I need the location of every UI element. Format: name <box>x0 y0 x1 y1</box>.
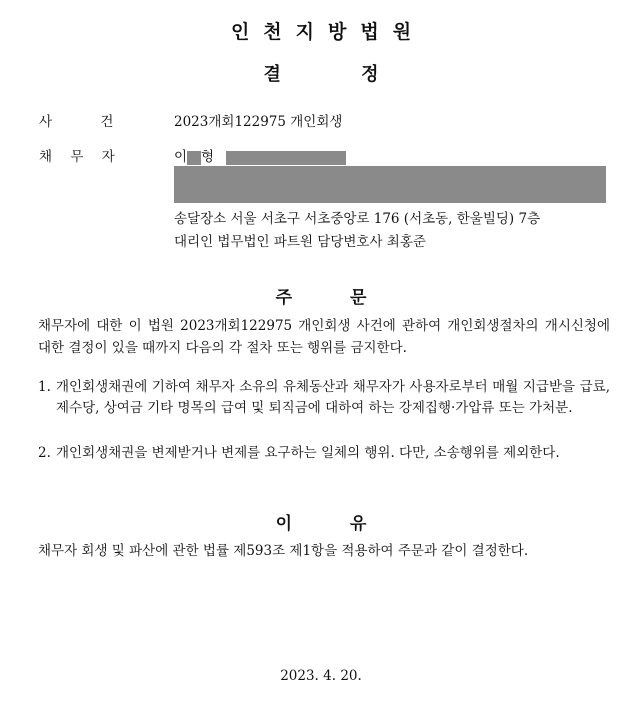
reason-text: 채무자 회생 및 파산에 관한 법률 제593조 제1항을 적용하여 주문과 같이 결정한다. <box>38 543 529 559</box>
order-item-number: 1. <box>38 379 51 395</box>
order-item-number: 2. <box>38 445 51 461</box>
order-section-title: 주 문 <box>275 288 367 308</box>
order-item <box>38 443 610 464</box>
redacted-address <box>174 166 606 203</box>
decision-date: 2023. 4. 20. <box>280 668 362 684</box>
debtor-name-suffix: 형 <box>201 149 215 165</box>
debtor-label <box>39 145 115 165</box>
order-item-text: 개인회생채권에 기하여 채무자 소유의 유체동산과 채무자가 사용자로부터 매월 지급받을 급료, 제수당, 상여금 기타 명목의 급여 및 퇴직금에 대하여 하는 강제집행·가압류 또는 가처분. <box>56 379 610 416</box>
debtor-label-text: 채 무 자 <box>39 149 115 165</box>
legal-agent: 대리인 법무법인 파트원 담당변호사 최홍준 <box>174 234 426 250</box>
case-label-text: 사 건 <box>39 114 114 130</box>
order-item-text: 개인회생채권을 변제받거나 변제를 요구하는 일체의 행위. 다만, 소송행위를 제외한다. <box>56 445 560 461</box>
order-item <box>38 377 610 419</box>
case-number: 2023개회122975 개인회생 <box>174 114 343 130</box>
case-label <box>39 110 113 130</box>
redaction-block <box>187 151 201 165</box>
court-name: 인천지방법원 <box>230 21 426 43</box>
reason-section-title: 이 유 <box>275 514 367 534</box>
service-address: 송달장소 서울 서초구 서초중앙로 176 (서초동, 한울빌딩) 7층 <box>174 211 541 227</box>
order-text: 채무자에 대한 이 법원 2023개회122975 개인회생 사건에 관하여 개인회생절차의 개시신청에 대한 결정이 있을 때까지 다음의 각 절차 또는 행위를 금지한다. <box>38 318 610 356</box>
debtor-name-prefix: 이 <box>174 149 188 165</box>
document-type-title: 결 정 <box>263 64 379 85</box>
debtor-name <box>174 145 346 165</box>
redaction-block <box>226 151 346 165</box>
